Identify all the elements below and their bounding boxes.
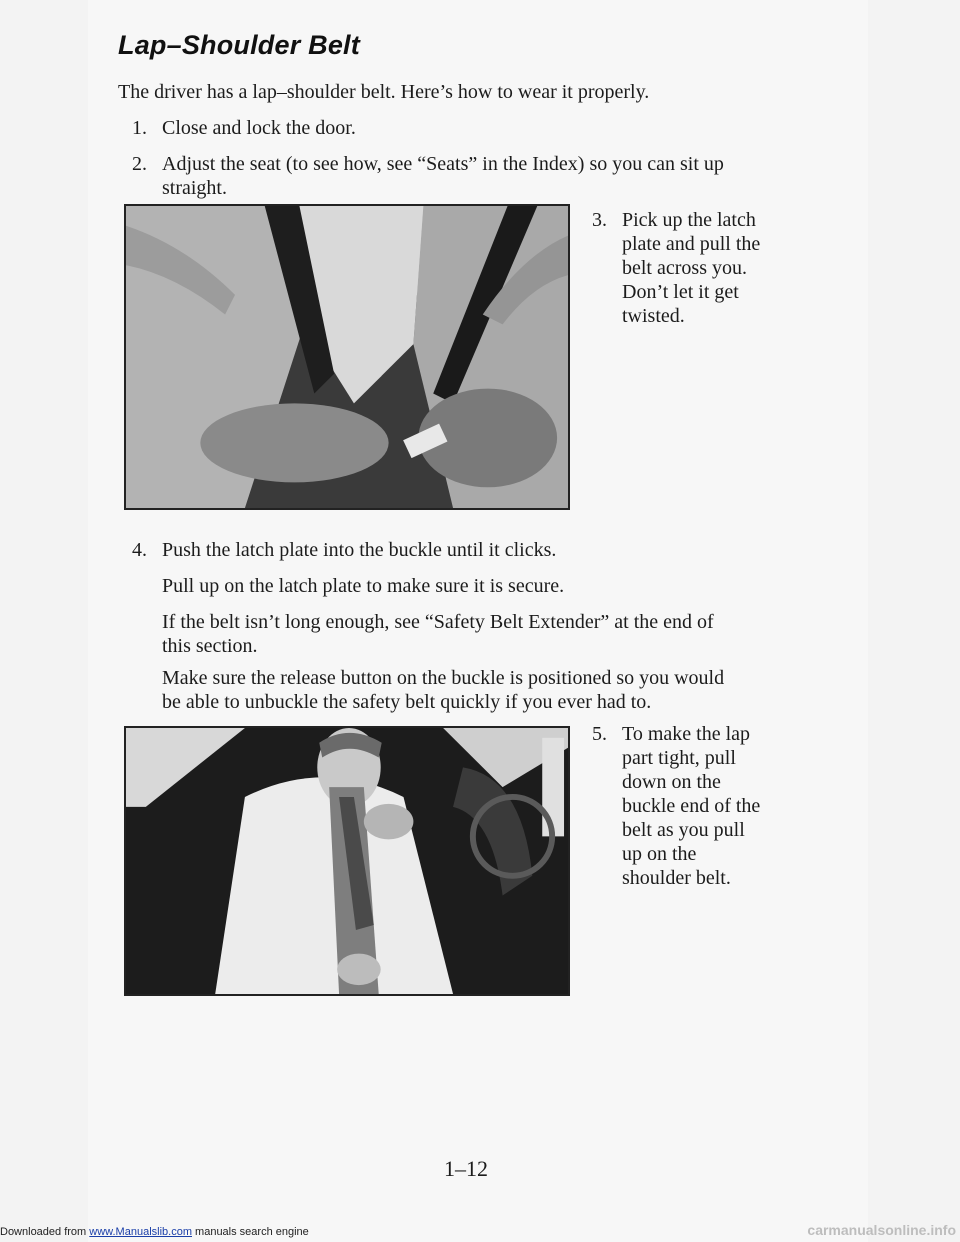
step-5-line-3: down on the xyxy=(622,771,721,793)
download-footer xyxy=(0,1226,309,1238)
step-5-line-2: part tight, pull xyxy=(622,747,736,769)
step-3-number: 3. xyxy=(592,209,607,231)
manualslib-link[interactable]: www.Manualslib.com xyxy=(89,1226,192,1238)
step-1-text: Close and lock the door. xyxy=(162,117,356,139)
step-5-number: 5. xyxy=(592,723,607,745)
step-5-line-4: buckle end of the xyxy=(622,795,761,817)
shoulder-belt-illustration xyxy=(124,726,570,996)
step-5-line-7: shoulder belt. xyxy=(622,867,731,889)
step-4-note-2-line-2: this section. xyxy=(162,635,258,657)
step-4-number: 4. xyxy=(132,539,147,561)
step-5-line-6: up on the xyxy=(622,843,697,865)
step-2-line-2: straight. xyxy=(162,177,227,199)
step-4-note-1: Pull up on the latch plate to make sure it is secure. xyxy=(162,575,565,597)
step-2-line-1: Adjust the seat (to see how, see “Seats” in the Index) so you can sit up xyxy=(162,153,724,175)
step-3-line-4: Don’t let it get xyxy=(622,281,739,303)
step-3-line-5: twisted. xyxy=(622,305,685,327)
step-2-number: 2. xyxy=(132,153,147,175)
footer-suffix: manuals search engine xyxy=(191,1226,309,1238)
footer-prefix: Downloaded from xyxy=(0,1226,90,1238)
page-number: 1–12 xyxy=(444,1156,488,1181)
step-5-line-5: belt as you pull xyxy=(622,819,745,841)
step-4-text: Push the latch plate into the buckle until it clicks. xyxy=(162,539,557,561)
intro-paragraph: The driver has a lap–shoulder belt. Here’s how to wear it properly. xyxy=(118,81,650,103)
step-5-line-1: To make the lap xyxy=(622,723,750,745)
step-3-line-2: plate and pull the xyxy=(622,233,761,255)
step-4-note-3-line-1: Make sure the release button on the buckle is positioned so you would xyxy=(162,667,725,689)
step-3-line-3: belt across you. xyxy=(622,257,747,279)
latch-plate-photo xyxy=(124,204,570,510)
step-1-number: 1. xyxy=(132,117,147,139)
section-heading: Lap–Shoulder Belt xyxy=(118,30,360,60)
step-4-note-3-line-2: be able to unbuckle the safety belt quickly if you ever had to. xyxy=(162,691,652,713)
step-4-note-2-line-1: If the belt isn’t long enough, see “Safety Belt Extender” at the end of xyxy=(162,611,714,633)
step-3-line-1: Pick up the latch xyxy=(622,209,756,231)
watermark: carmanualsonline.info xyxy=(807,1222,956,1238)
